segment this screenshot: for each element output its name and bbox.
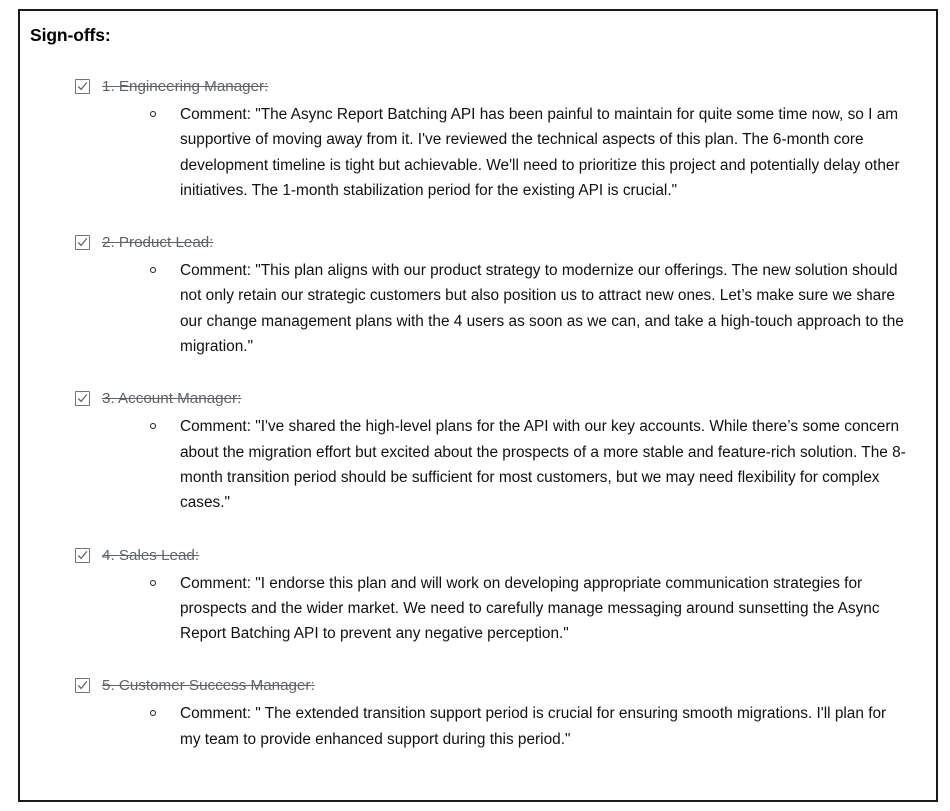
signoff-comment-row-3 bbox=[30, 414, 922, 515]
signoff-comment-text: Comment: "I've shared the high-level plans for the API with our key accounts. While there’s some concern about the migration effort but excited about the prospects of a more stable and feature-rich solution. The 8-month transition period should be sufficient for most customers, but we may need flexibility for complex cases." bbox=[180, 418, 906, 512]
signoff-item-4 bbox=[30, 545, 922, 647]
signoff-item-5 bbox=[30, 675, 922, 752]
signoff-role-label: 3. Account Manager: bbox=[102, 390, 242, 408]
signoff-role-label: 1. Engineering Manager: bbox=[102, 78, 269, 95]
signoff-comment-text: Comment: "The Async Report Batching API has been painful to maintain for quite some time now, so I am supportive of moving away from it. I've reviewed the technical aspects of this plan. The 6-month core development timeline is tight but achievable. We'll need to prioritize this project and potentially delay other initiatives. The 1-month stabilization period for the existing API is crucial." bbox=[180, 106, 900, 199]
checkbox-checked-icon[interactable] bbox=[75, 235, 90, 250]
signoff-role-label: 5. Customer Success Manager: bbox=[102, 677, 315, 695]
signoff-comment-text: Comment: "This plan aligns with our product strategy to modernize our offerings. The new solution should not only retain our strategic customers but also position us to attract new ones. Let’s make sure we share our change management plans with the 4 users as soon as we can, and take a high-touch approach to the migration." bbox=[180, 262, 904, 356]
signoff-role-label: 4. Sales Lead: bbox=[102, 546, 200, 564]
signoff-comment-text: Comment: "I endorse this plan and will work on developing appropriate communication strategies for prospects and the wider market. We need to carefully manage messaging around sunsetting the Async Report Batching API to prevent any negative perception." bbox=[180, 574, 880, 643]
signoff-role-label: 2. Product Lead: bbox=[102, 234, 214, 252]
document-border-frame bbox=[18, 9, 938, 802]
signoff-comment-row-2 bbox=[30, 258, 922, 359]
signoff-comment-row-4 bbox=[30, 571, 922, 647]
signoff-item-3 bbox=[30, 388, 922, 515]
checkbox-checked-icon[interactable] bbox=[75, 79, 90, 94]
circle-bullet-icon bbox=[150, 710, 156, 716]
document-content bbox=[20, 11, 936, 800]
signoff-header-1 bbox=[30, 76, 922, 97]
signoff-comment-row-5 bbox=[30, 701, 922, 752]
signoff-header-2 bbox=[30, 232, 922, 253]
circle-bullet-icon bbox=[150, 423, 156, 429]
checkbox-checked-icon[interactable] bbox=[75, 391, 90, 406]
circle-bullet-icon bbox=[150, 580, 156, 586]
circle-bullet-icon bbox=[150, 267, 156, 273]
signoff-header-5 bbox=[30, 675, 922, 696]
signoff-comment-text: Comment: " The extended transition support period is crucial for ensuring smooth migrations. I'll plan for my team to provide enhanced support during this period." bbox=[180, 705, 887, 748]
signoff-item-2 bbox=[30, 232, 922, 359]
checkbox-checked-icon[interactable] bbox=[75, 678, 90, 693]
signoff-header-3 bbox=[30, 388, 922, 409]
signoff-comment-row-1 bbox=[30, 102, 922, 203]
page-title: Sign-offs: bbox=[30, 25, 111, 45]
signoff-item-1 bbox=[30, 76, 922, 203]
circle-bullet-icon bbox=[150, 111, 156, 117]
checkbox-checked-icon[interactable] bbox=[75, 548, 90, 563]
signoff-header-4 bbox=[30, 545, 922, 566]
signoff-list bbox=[30, 76, 922, 752]
